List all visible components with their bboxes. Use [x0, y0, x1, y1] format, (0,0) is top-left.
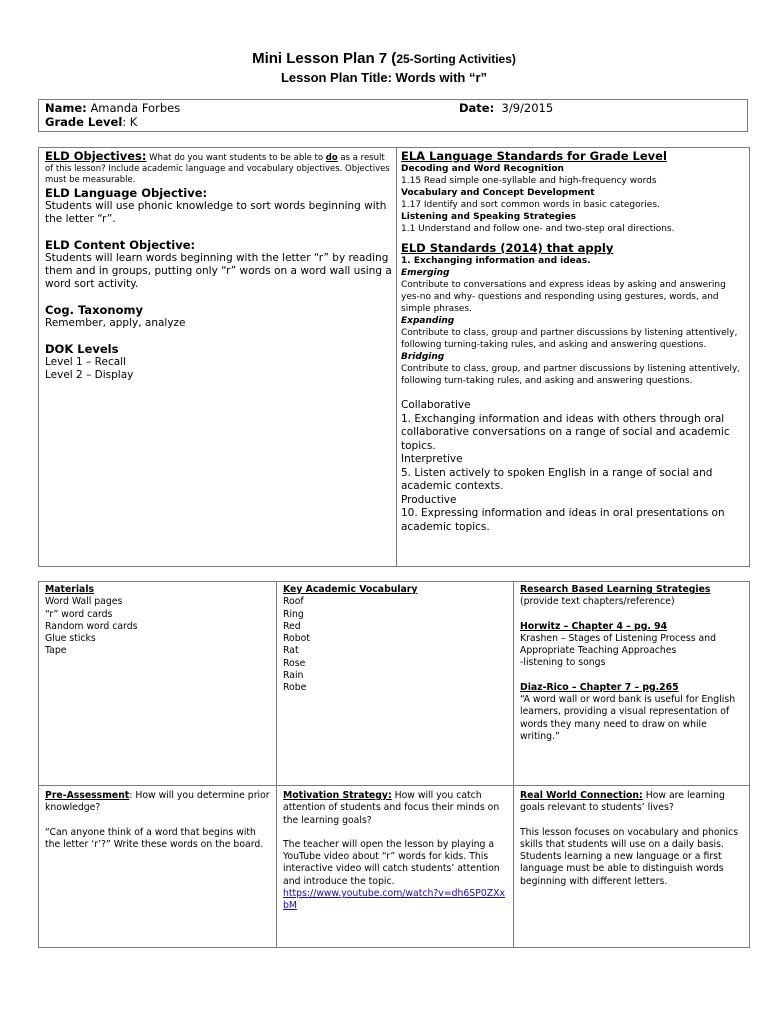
material-item: “r” word cards — [45, 608, 113, 620]
date-value: 3/9/2015 — [501, 101, 554, 115]
title-sub: 25-Sorting Activities) — [396, 52, 516, 66]
dok-level-2: Level 2 – Display — [45, 369, 134, 381]
motivation-cell — [283, 790, 509, 913]
taxonomy-label: Cog. Taxonomy — [45, 303, 143, 317]
eld-objectives-label: ELD Objectives: — [45, 149, 147, 163]
dok-label: DOK Levels — [45, 342, 119, 356]
content-objective-label: ELD Content Objective: — [45, 238, 196, 252]
research-ref-2-title: Diaz-Rico – Chapter 7 – pg.265 — [520, 681, 679, 693]
eld-objectives — [45, 149, 393, 186]
emerging-label: Emerging — [401, 268, 450, 278]
name-value: Amanda Forbes — [90, 101, 181, 115]
motivation-label: Motivation Strategy: — [283, 790, 392, 801]
eld-2014-heading: ELD Standards (2014) that apply — [401, 241, 614, 255]
expanding-text: Contribute to class, group and partner discussions by listening attentively, following turning-taking rules, and asking and answering questions. — [401, 328, 738, 350]
vocab-item: Ring — [283, 608, 304, 620]
youtube-link[interactable]: https://www.youtube.com/watch?v=dh6SP0ZXxbM — [283, 888, 505, 912]
content-objective: Students will learn words beginning with the letter “r” by reading them and in groups, putting only “r” words on a word wall using a word sort activity. — [45, 252, 392, 290]
listening-label: Listening and Speaking Strategies — [401, 212, 576, 222]
vocabulary-heading: Key Academic Vocabulary — [283, 584, 418, 595]
real-world-cell — [520, 790, 746, 888]
grid-divider-1 — [276, 582, 277, 947]
vocab-standard: 1.17 Identify and sort common words in basic categories. — [401, 200, 660, 210]
real-world-answer: This lesson focuses on vocabulary and phonics skills that students will use on a daily basis. Students learning a new language or a first language must be able to distinguish words beginning with different letters. — [520, 826, 739, 887]
bridging-text: Contribute to class, group, and partner discussions by listening attentively, following turn-taking rules, and asking and answering questions. — [401, 364, 741, 386]
eld-objectives-column — [45, 149, 393, 382]
vocab-item: Robot — [283, 633, 310, 645]
research-note: (provide text chapters/reference) — [520, 596, 675, 608]
material-item: Random word cards — [45, 620, 138, 632]
pre-assessment-cell — [45, 790, 271, 851]
language-objective: Students will use phonic knowledge to sort words beginning with the letter “r”. — [45, 200, 387, 225]
decoding-label: Decoding and Word Recognition — [401, 164, 564, 174]
research-ref-1-text: Krashen – Stages of Listening Process and Appropriate Teaching Approaches — [520, 632, 717, 657]
vocab-item: Robe — [283, 682, 307, 694]
lesson-plan-title: Lesson Plan Title: Words with “r” — [280, 70, 488, 85]
research-ref-1-text-2: -listening to songs — [520, 657, 606, 669]
decoding-standard: 1.15 Read simple one-syllable and high-frequency words — [401, 176, 657, 186]
interpretive-label: Interpretive — [401, 453, 463, 465]
productive-label: Productive — [401, 493, 457, 506]
listening-standard: 1.1 Understand and follow one- and two-step oral directions. — [401, 224, 675, 234]
bridging-label: Bridging — [401, 352, 445, 362]
name-label: Name: — [45, 101, 87, 115]
pre-assessment-label: Pre-Assessment — [45, 790, 130, 801]
eld-objectives-prompt: What do you want students to be able to — [146, 153, 326, 163]
title-main: Mini Lesson Plan 7 ( — [252, 50, 397, 67]
materials-heading: Materials — [45, 584, 95, 595]
grid-divider-2 — [513, 582, 514, 947]
vocab-item: Rose — [283, 657, 306, 669]
interpretive-text: 5. Listen actively to spoken English in a range of social and academic contexts. — [401, 466, 713, 492]
grade-label: Grade Level — [45, 115, 123, 129]
ela-standards-column — [401, 149, 745, 534]
vocab-item: Rain — [283, 670, 304, 682]
collaborative-text: 1. Exchanging information and ideas with others through oral collaborative conversations on a range of social and academic topics. — [401, 412, 730, 452]
research-heading: Research Based Learning Strategies — [520, 584, 711, 595]
materials-cell — [45, 584, 271, 658]
material-item: Tape — [45, 645, 67, 657]
vocab-label: Vocabulary and Concept Development — [401, 188, 595, 198]
vocabulary-cell — [283, 584, 509, 695]
taxonomy: Remember, apply, analyze — [45, 317, 186, 329]
material-item: Word Wall pages — [45, 596, 123, 608]
pre-assessment-question: : How will you determine prior knowledge? — [45, 790, 270, 814]
page-header — [0, 49, 768, 87]
vocab-item: Rat — [283, 645, 299, 657]
lesson-grid — [38, 581, 750, 948]
grade-value: : K — [122, 115, 138, 129]
emerging-text: Contribute to conversations and express ideas by asking and answering yes-no and why- questions and responding using gestures, words, and simple phrases. — [401, 280, 726, 314]
pre-assessment-answer: “Can anyone think of a word that begins with the letter ‘r’?” Write these words on the board. — [45, 826, 264, 850]
ela-heading: ELA Language Standards for Grade Level — [401, 149, 667, 163]
expanding-label: Expanding — [401, 316, 455, 326]
column-divider — [396, 148, 397, 566]
real-world-question: How are learning goals relevant to students’ lives? — [520, 790, 725, 814]
info-box — [38, 99, 748, 132]
eld-objectives-prompt-2: as a result of this lesson? Include academic language and vocabulary objectives. Objectives must be measurable. — [45, 153, 390, 185]
vocab-item: Roof — [283, 596, 304, 608]
grid-row-divider — [39, 785, 749, 786]
dok-level-1: Level 1 – Recall — [45, 356, 126, 368]
exchanging-heading: 1. Exchanging information and ideas. — [401, 256, 591, 266]
material-item: Glue sticks — [45, 633, 96, 645]
collaborative-label: Collaborative — [401, 399, 471, 411]
real-world-label: Real World Connection: — [520, 790, 643, 801]
eld-standards-box — [38, 147, 750, 567]
language-objective-label: ELD Language Objective: — [45, 186, 208, 200]
eld-objectives-do: do — [325, 153, 338, 163]
page-title — [0, 49, 768, 69]
productive-text: 10. Expressing information and ideas in oral presentations on academic topics. — [401, 507, 725, 533]
motivation-answer: The teacher will open the lesson by playing a YouTube video about “r” words for kids. This interactive video will catch students’ attention and introduce the topic. — [283, 838, 500, 887]
research-ref-2-text: “A word wall or word bank is useful for English learners, providing a visual representation of words they many need to draw on while writing.” — [520, 694, 736, 742]
date-label: Date: — [459, 101, 495, 115]
research-ref-1-title: Horwitz – Chapter 4 – pg. 94 — [520, 620, 668, 632]
vocab-item: Red — [283, 620, 301, 632]
research-cell — [520, 584, 746, 743]
motivation-question: How will you catch attention of students and focus their minds on the learning goals? — [283, 790, 500, 826]
